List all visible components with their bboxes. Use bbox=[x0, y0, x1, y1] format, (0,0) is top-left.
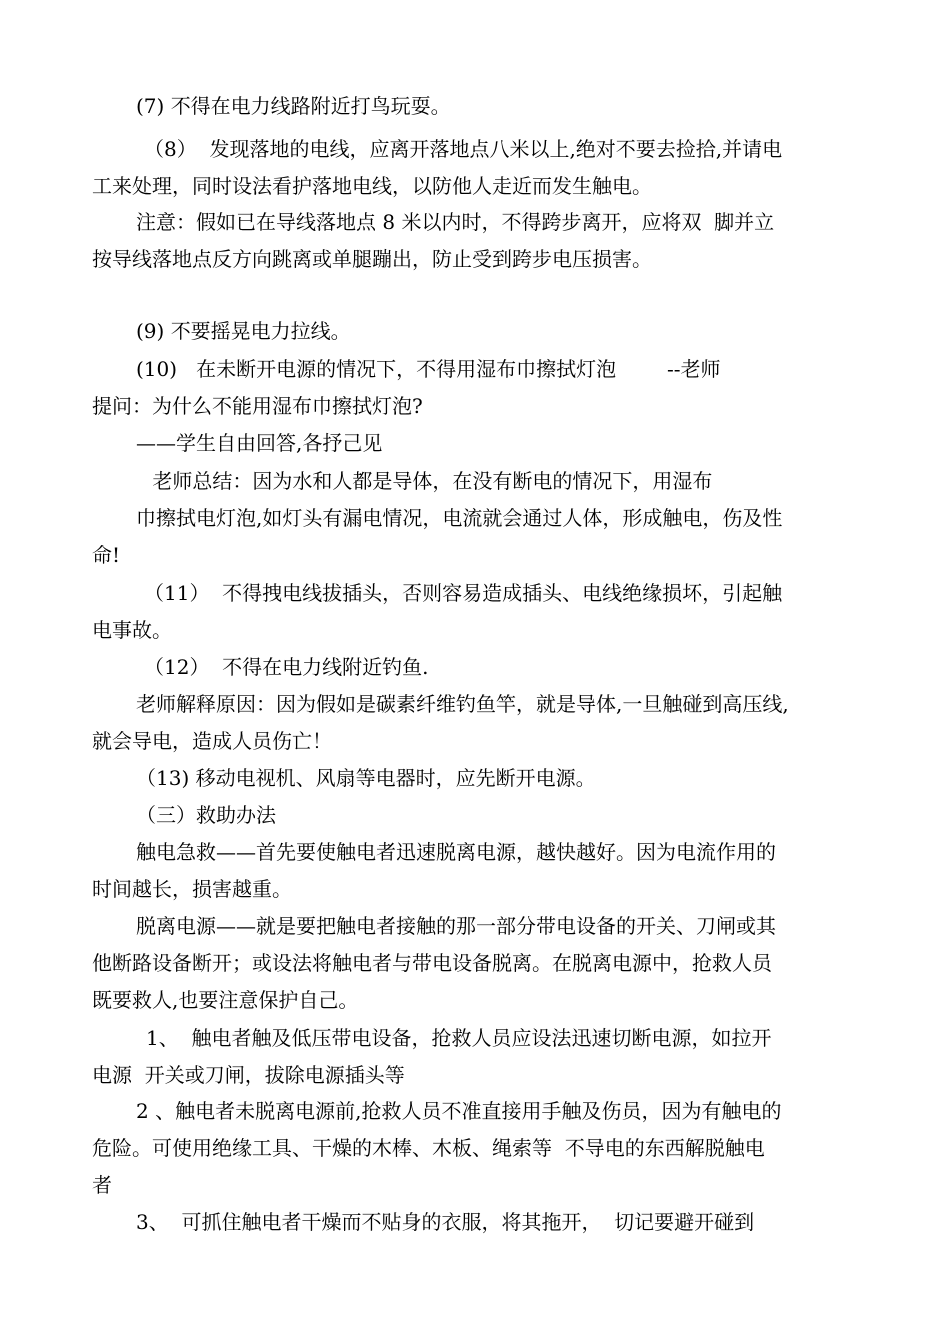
paragraph-step-1 bbox=[92, 1020, 860, 1094]
paragraph-teacher-summary bbox=[92, 463, 860, 574]
paragraph-first-aid bbox=[92, 834, 860, 908]
text-line: ——学生自由回答,各抒己见 bbox=[136, 431, 383, 455]
paragraph-item-13 bbox=[92, 760, 860, 797]
text-line: 提问：为什么不能用湿布巾擦拭灯泡? bbox=[92, 394, 423, 418]
text-line: （8） 发现落地的电线，应离开落地点八米以上,绝对不要去捡拾,并请电 bbox=[144, 137, 783, 161]
text-line: 时间越长，损害越重。 bbox=[92, 877, 292, 901]
paragraph-student-answer bbox=[92, 425, 860, 462]
paragraph-item-9 bbox=[92, 313, 860, 350]
text-line: 既要救人,也要注意保护自己。 bbox=[92, 988, 359, 1012]
text-line: (7) 不得在电力线路附近打鸟玩耍。 bbox=[136, 94, 451, 118]
paragraph-step-3 bbox=[92, 1204, 860, 1241]
paragraph-item-11 bbox=[92, 575, 860, 649]
text-line: （12） 不得在电力线附近钓鱼. bbox=[144, 655, 429, 679]
paragraph-item-8 bbox=[92, 131, 860, 205]
text-line: 就会导电，造成人员伤亡！ bbox=[92, 729, 332, 753]
text-line: （三）救助办法 bbox=[136, 803, 276, 827]
text-line: 电源 开关或刀闸，拔除电源插头等 bbox=[92, 1063, 405, 1087]
text-line: （11） 不得拽电线拔插头，否则容易造成插头、电线绝缘损坏，引起触 bbox=[144, 581, 783, 605]
text-line: 老师总结：因为水和人都是导体，在没有断电的情况下，用湿布 bbox=[146, 469, 713, 493]
text-line: 3、 可抓住触电者干燥而不贴身的衣服，将其拖开， 切记要避开碰到 bbox=[136, 1210, 755, 1234]
paragraph-item-10 bbox=[92, 351, 860, 425]
text-line: （13) 移动电视机、风扇等电器时，应先断开电源。 bbox=[136, 766, 596, 790]
text-line: 1、 触电者触及低压带电设备，抢救人员应设法迅速切断电源，如拉开 bbox=[146, 1026, 772, 1050]
text-line: 触电急救——首先要使触电者迅速脱离电源，越快越好。因为电流作用的 bbox=[136, 840, 776, 864]
text-line: 巾擦拭电灯泡,如灯头有漏电情况，电流就会通过人体，形成触电，伤及性 bbox=[136, 506, 783, 530]
text-line: 者 bbox=[92, 1173, 112, 1197]
paragraph-item-7 bbox=[92, 88, 860, 125]
paragraph-teacher-explanation bbox=[92, 686, 860, 760]
paragraph-step-2 bbox=[92, 1093, 860, 1204]
section-heading-rescue bbox=[92, 797, 860, 834]
text-line: 2 、触电者未脱离电源前,抢救人员不准直接用手触及伤员，因为有触电的 bbox=[136, 1099, 782, 1123]
text-line: (9) 不要摇晃电力拉线。 bbox=[136, 319, 351, 343]
text-line: 脱离电源——就是要把触电者接触的那一部分带电设备的开关、刀闸或其 bbox=[136, 914, 776, 938]
paragraph-separate-power bbox=[92, 908, 860, 1019]
text-line: 老师解释原因：因为假如是碳素纤维钓鱼竿，就是导体,一旦触碰到高压线, bbox=[136, 692, 789, 716]
text-line: 命! bbox=[92, 543, 121, 567]
text-line: 电事故。 bbox=[92, 618, 172, 642]
text-line: 危险。可使用绝缘工具、干燥的木棒、木板、绳索等 不导电的东西解脱触电 bbox=[92, 1136, 765, 1160]
text-line: 工来处理，同时设法看护落地电线，以防他人走近而发生触电。 bbox=[92, 174, 652, 198]
paragraph-note bbox=[92, 204, 860, 278]
paragraph-item-12 bbox=[92, 649, 860, 686]
text-line: (10) 在未断开电源的情况下，不得用湿布巾擦拭灯泡 --老师 bbox=[136, 357, 721, 381]
text-line: 按导线落地点反方向跳离或单腿蹦出，防止受到跨步电压损害。 bbox=[92, 247, 652, 271]
text-line: 他断路设备断开；或设法将触电者与带电设备脱离。在脱离电源中，抢救人员 bbox=[92, 951, 772, 975]
text-line: 注意：假如已在导线落地点 8 米以内时，不得跨步离开，应将双 脚并立 bbox=[136, 210, 775, 234]
